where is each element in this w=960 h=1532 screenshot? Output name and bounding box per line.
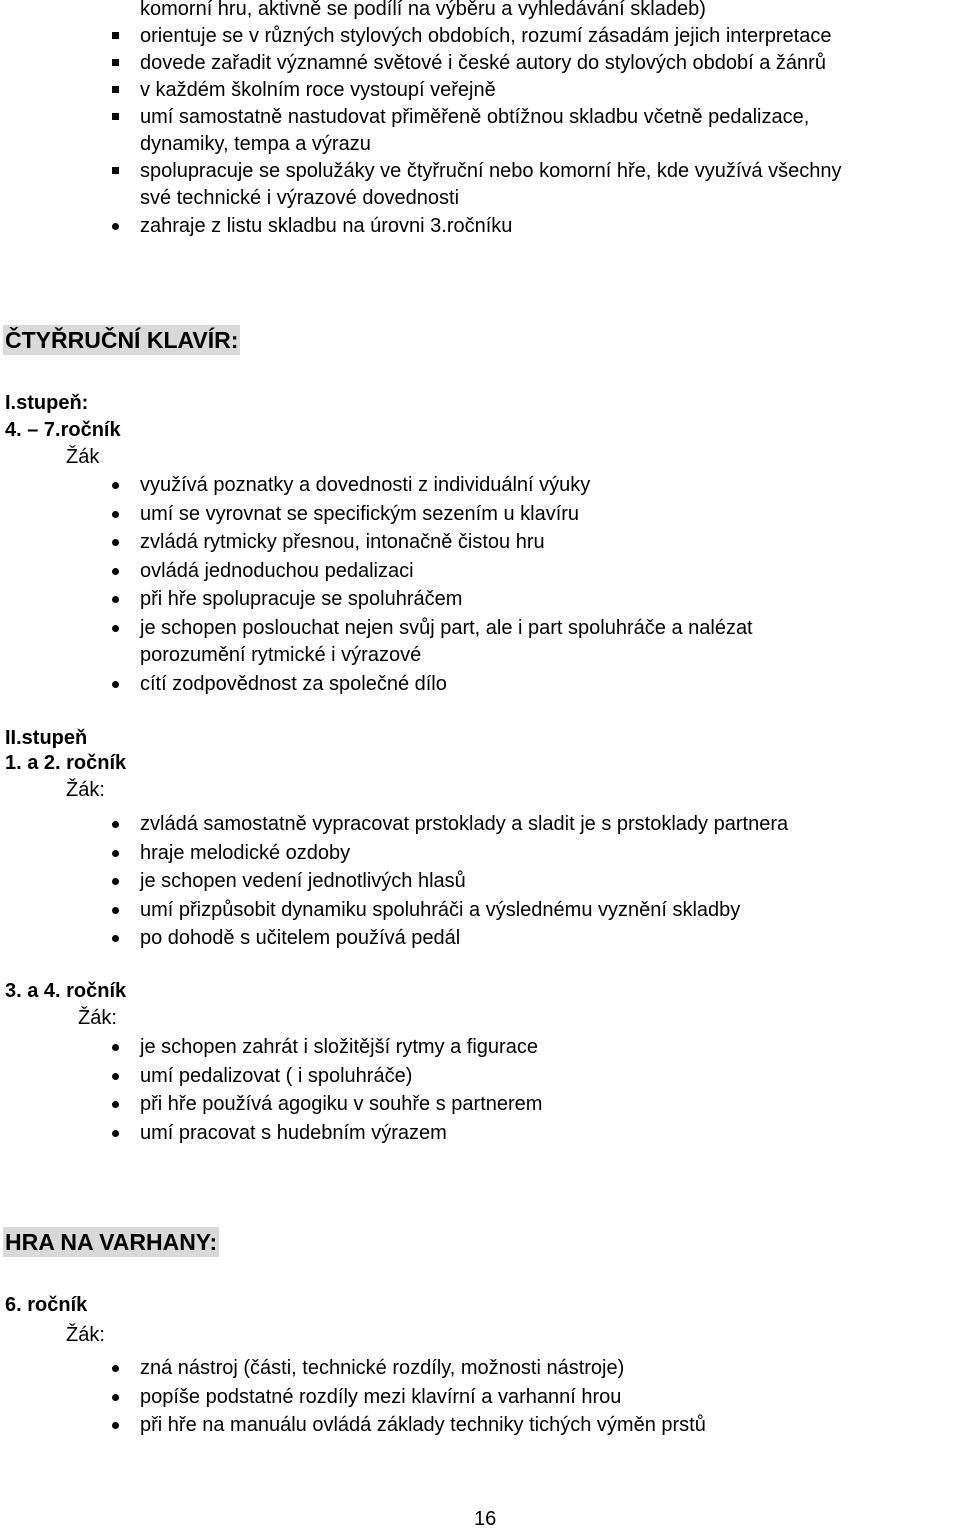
round-bullet-icon (112, 539, 119, 546)
stage-label: I.stupeň: (5, 392, 89, 414)
round-bullet-icon (112, 223, 119, 230)
list-item: umí přizpůsobit dynamiku spoluhráči a výslednému vyznění skladby (140, 899, 741, 921)
square-bullet-icon (112, 86, 119, 93)
list-item-continuation: své technické i výrazové dovednosti (140, 187, 460, 209)
list-item: zvládá samostatně vypracovat prstoklady a sladit je s prstoklady partnera (140, 813, 789, 835)
list-item: zná nástroj (části, technické rozdíly, možnosti nástroje) (140, 1357, 625, 1379)
round-bullet-icon (112, 625, 119, 632)
list-item: po dohodě s učitelem používá pedál (140, 927, 461, 949)
round-bullet-icon (112, 1365, 119, 1372)
round-bullet-icon (112, 907, 119, 914)
pupil-label: Žák: (78, 1007, 117, 1029)
round-bullet-icon (112, 1130, 119, 1137)
list-item: je schopen vedení jednotlivých hlasů (140, 870, 466, 892)
square-bullet-icon (112, 167, 119, 174)
round-bullet-icon (112, 1394, 119, 1401)
square-bullet-icon (112, 113, 119, 120)
round-bullet-icon (112, 935, 119, 942)
list-item: hraje melodické ozdoby (140, 842, 351, 864)
page-number: 16 (474, 1508, 497, 1530)
section-heading-ctyrrucni: ČTYŘRUČNÍ KLAVÍR: (5, 327, 239, 353)
list-item: spolupracuje se spolužáky ve čtyřruční nebo komorní hře, kde využívá všechny (140, 160, 842, 182)
pupil-label: Žák: (66, 1324, 105, 1346)
list-item: při hře používá agogiku v souhře s partnerem (140, 1093, 543, 1115)
pupil-label: Žák (66, 446, 100, 468)
list-item: je schopen zahrát i složitější rytmy a figurace (140, 1036, 538, 1058)
list-item: umí samostatně nastudovat přiměřeně obtížnou skladbu včetně pedalizace, (140, 106, 810, 128)
round-bullet-icon (112, 821, 119, 828)
list-item: umí pracovat s hudebním výrazem (140, 1122, 447, 1144)
list-item: při hře spolupracuje se spoluhráčem (140, 588, 463, 610)
round-bullet-icon (112, 568, 119, 575)
round-bullet-icon (112, 878, 119, 885)
list-item: umí pedalizovat ( i spoluhráče) (140, 1065, 413, 1087)
round-bullet-icon (112, 1044, 119, 1051)
grade-label: 6. ročník (5, 1294, 88, 1316)
grade-label: 3. a 4. ročník (5, 980, 127, 1002)
list-item: využívá poznatky a dovednosti z individuální výuky (140, 474, 591, 496)
round-bullet-icon (112, 482, 119, 489)
list-item: orientuje se v různých stylových obdobích, rozumí zásadám jejich interpretace (140, 25, 832, 47)
round-bullet-icon (112, 850, 119, 857)
list-item-continuation: dynamiky, tempa a výrazu (140, 133, 371, 155)
square-bullet-icon (112, 32, 119, 39)
list-item: zvládá rytmicky přesnou, intonačně čistou hru (140, 531, 545, 553)
list-continuation-text: komorní hru, aktivně se podílí na výběru a vyhledávání skladeb) (140, 0, 706, 20)
list-item: umí se vyrovnat se specifickým sezením u klavíru (140, 503, 580, 525)
pupil-label: Žák: (66, 779, 105, 801)
section-heading-varhany: HRA NA VARHANY: (5, 1229, 218, 1255)
round-bullet-icon (112, 681, 119, 688)
list-item: popíše podstatné rozdíly mezi klavírní a varhanní hrou (140, 1386, 622, 1408)
square-bullet-icon (112, 59, 119, 66)
grade-label: 4. – 7.ročník (5, 419, 121, 441)
stage-label: II.stupeň (5, 727, 88, 749)
list-item-continuation: porozumění rytmické i výrazové (140, 644, 422, 666)
round-bullet-icon (112, 1101, 119, 1108)
round-bullet-icon (112, 511, 119, 518)
list-item: v každém školním roce vystoupí veřejně (140, 79, 496, 101)
grade-label: 1. a 2. ročník (5, 752, 127, 774)
list-item: dovede zařadit významné světové i české autory do stylových období a žánrů (140, 52, 826, 74)
round-bullet-icon (112, 596, 119, 603)
round-bullet-icon (112, 1073, 119, 1080)
list-item: je schopen poslouchat nejen svůj part, ale i part spoluhráče a nalézat (140, 617, 753, 639)
round-bullet-icon (112, 1422, 119, 1429)
list-item: ovládá jednoduchou pedalizaci (140, 560, 414, 582)
list-item: při hře na manuálu ovládá základy techniky tichých výměn prstů (140, 1414, 706, 1436)
list-item: cítí zodpovědnost za společné dílo (140, 673, 447, 695)
list-item: zahraje z listu skladbu na úrovni 3.ročníku (140, 215, 513, 237)
